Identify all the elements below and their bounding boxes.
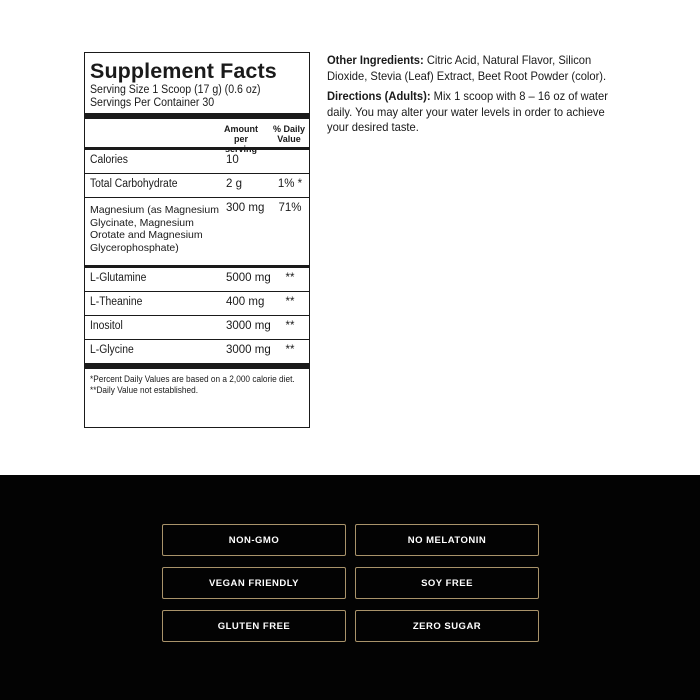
other-ingredients bbox=[327, 53, 626, 84]
other-ingredients-label: Other Ingredients: bbox=[327, 53, 424, 67]
amount-header-line2: per serving bbox=[224, 134, 257, 154]
nutrient-dv: ** bbox=[285, 320, 295, 332]
footnotes bbox=[90, 369, 295, 396]
servings-per-container: Servings Per Container 30 bbox=[90, 97, 215, 109]
nutrient-amount: 3000 mg bbox=[226, 320, 271, 332]
nutrient-dv: 1% * bbox=[277, 178, 303, 190]
nutrient-dv: ** bbox=[285, 272, 295, 284]
badge-vegan-friendly: VEGAN FRIENDLY bbox=[162, 567, 346, 599]
dv-header-line1: % Daily bbox=[272, 124, 305, 134]
directions-text: Mix 1 scoop with 8 – 16 oz of water daily. You may alter your water levels in order to achieve your desired taste. bbox=[327, 89, 608, 134]
nutrient-name: L-Glycine bbox=[90, 344, 134, 356]
directions bbox=[327, 89, 626, 136]
nutrient-amount: 3000 mg bbox=[226, 344, 271, 356]
badge-non-gmo: NON-GMO bbox=[162, 524, 346, 556]
nutrient-amount: 400 mg bbox=[226, 296, 265, 308]
column-headers bbox=[90, 119, 305, 154]
ingredients-directions bbox=[327, 53, 627, 141]
nutrient-name: Magnesium (as Magnesium Glycinate, Magnesium Orotate and Magnesium Glycerophosphate) bbox=[90, 204, 219, 254]
nutrient-dv: ** bbox=[285, 344, 295, 356]
nutrient-amount: 300 mg bbox=[226, 202, 265, 214]
supplement-facts-title: Supplement Facts bbox=[90, 59, 277, 83]
nutrient-amount: 2 g bbox=[226, 178, 242, 190]
nutrient-name: Calories bbox=[90, 154, 128, 166]
nutrient-dv: ** bbox=[285, 296, 295, 308]
table-row bbox=[90, 268, 304, 291]
badge-gluten-free: GLUTEN FREE bbox=[162, 610, 346, 642]
directions-label: Directions (Adults): bbox=[327, 89, 431, 103]
nutrient-name: Inositol bbox=[90, 320, 123, 332]
table-row bbox=[90, 316, 304, 339]
footnote-percent-dv: *Percent Daily Values are based on a 2,000 calorie diet. bbox=[90, 374, 295, 384]
table-row bbox=[90, 340, 304, 363]
nutrient-name: L-Glutamine bbox=[90, 272, 147, 284]
dv-header-line2: Value bbox=[277, 134, 301, 144]
badge-no-melatonin: NO MELATONIN bbox=[355, 524, 539, 556]
badge-soy-free: SOY FREE bbox=[355, 567, 539, 599]
nutrient-amount: 5000 mg bbox=[226, 272, 271, 284]
table-row bbox=[90, 174, 304, 197]
serving-size: Serving Size 1 Scoop (17 g) (0.6 oz) bbox=[90, 84, 261, 96]
nutrient-dv: 71% bbox=[278, 202, 302, 214]
supplement-facts-panel bbox=[84, 52, 310, 428]
table-row bbox=[90, 150, 304, 173]
other-ingredients-text: Citric Acid, Natural Flavor, Silicon Dioxide, Stevia (Leaf) Extract, Beet Root Powder (color). bbox=[327, 53, 607, 83]
daily-value-header bbox=[268, 124, 310, 144]
footnote-dv-not-established: **Daily Value not established. bbox=[90, 385, 199, 395]
nutrient-name: Total Carbohydrate bbox=[90, 178, 178, 190]
nutrient-name: L-Theanine bbox=[90, 296, 143, 308]
nutrient-amount: 10 bbox=[226, 154, 239, 166]
badge-band bbox=[0, 475, 700, 700]
table-row bbox=[90, 198, 304, 265]
badge-zero-sugar: ZERO SUGAR bbox=[355, 610, 539, 642]
table-row bbox=[90, 292, 304, 315]
amount-header-line1: Amount bbox=[224, 124, 258, 134]
